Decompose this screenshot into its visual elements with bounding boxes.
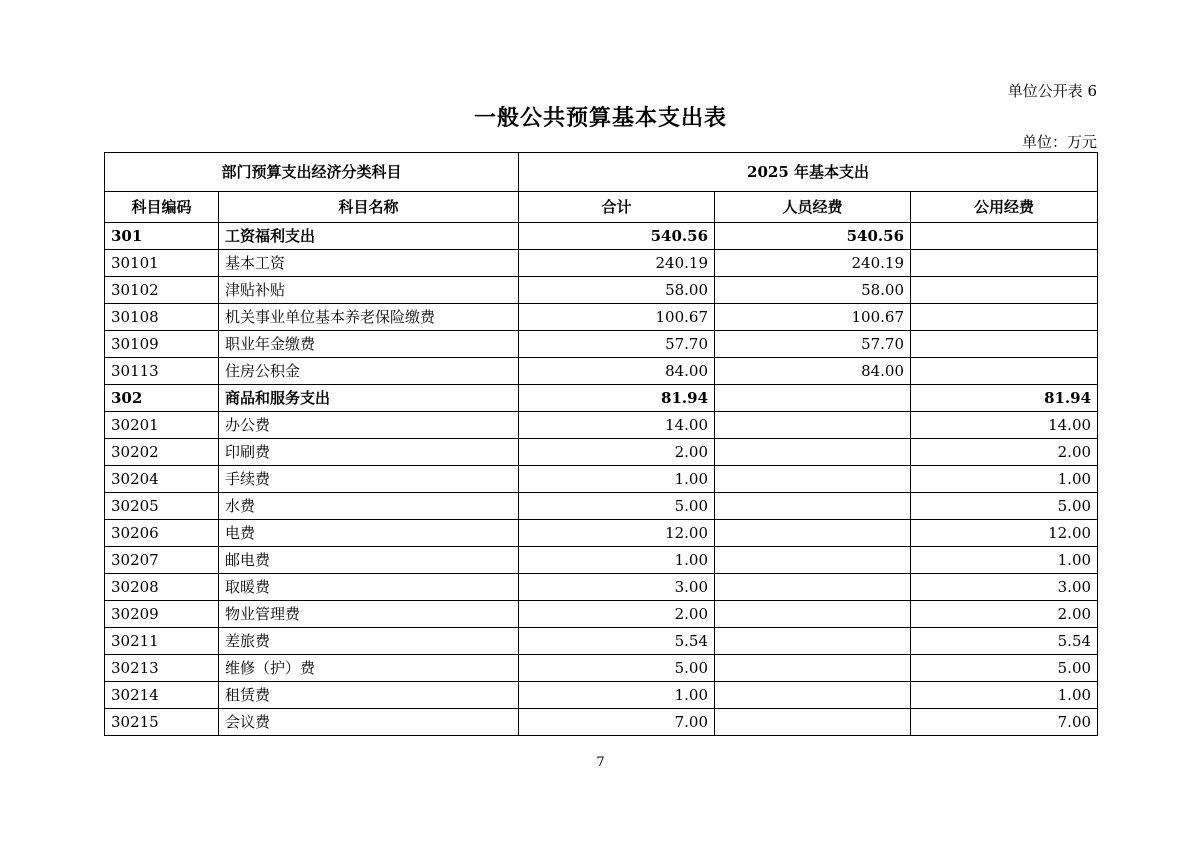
cell-code: 30204 [105,466,219,493]
cell-code: 30211 [105,628,219,655]
cell-name: 租赁费 [219,682,519,709]
cell-name: 差旅费 [219,628,519,655]
header-total: 合计 [519,192,715,223]
cell-name: 物业管理费 [219,601,519,628]
cell-personnel [715,412,911,439]
table-row [105,682,1098,709]
cell-personnel [715,547,911,574]
table-row [105,709,1098,736]
cell-public: 5.54 [911,628,1098,655]
cell-name: 津贴补贴 [219,277,519,304]
cell-code: 30109 [105,331,219,358]
table-label: 单位公开表 6 [1007,82,1097,100]
cell-public: 1.00 [911,466,1098,493]
cell-public: 14.00 [911,412,1098,439]
cell-name: 印刷费 [219,439,519,466]
table-row [105,223,1098,250]
page-number: 7 [596,755,605,770]
table-row [105,277,1098,304]
table-row [105,547,1098,574]
cell-name: 会议费 [219,709,519,736]
cell-name: 水费 [219,493,519,520]
cell-code: 30102 [105,277,219,304]
cell-name: 住房公积金 [219,358,519,385]
cell-public [911,223,1098,250]
table-row [105,358,1098,385]
cell-total: 14.00 [519,412,715,439]
cell-code: 30207 [105,547,219,574]
table-row [105,385,1098,412]
cell-name: 取暖费 [219,574,519,601]
cell-code: 30206 [105,520,219,547]
header-code: 科目编码 [105,192,219,223]
table-row [105,628,1098,655]
header-name: 科目名称 [219,192,519,223]
cell-code: 30214 [105,682,219,709]
cell-name: 手续费 [219,466,519,493]
cell-public: 3.00 [911,574,1098,601]
cell-total: 240.19 [519,250,715,277]
cell-total: 5.00 [519,493,715,520]
cell-public: 2.00 [911,439,1098,466]
cell-code: 30113 [105,358,219,385]
cell-code: 30201 [105,412,219,439]
cell-public: 81.94 [911,385,1098,412]
table-row [105,331,1098,358]
cell-personnel [715,655,911,682]
cell-code: 30208 [105,574,219,601]
cell-total: 3.00 [519,574,715,601]
header-personnel: 人员经费 [715,192,911,223]
cell-name: 电费 [219,520,519,547]
cell-total: 5.54 [519,628,715,655]
unit-label: 单位：万元 [1021,133,1097,151]
cell-name: 机关事业单位基本养老保险缴费 [219,304,519,331]
cell-public [911,250,1098,277]
cell-personnel: 100.67 [715,304,911,331]
cell-total: 57.70 [519,331,715,358]
cell-public: 12.00 [911,520,1098,547]
cell-public: 1.00 [911,547,1098,574]
cell-total: 100.67 [519,304,715,331]
cell-code: 30209 [105,601,219,628]
header-group-basic-expenditure: 2025 年基本支出 [519,153,1098,192]
table-row [105,412,1098,439]
cell-personnel [715,385,911,412]
cell-personnel: 540.56 [715,223,911,250]
cell-name: 基本工资 [219,250,519,277]
cell-code: 30101 [105,250,219,277]
cell-code: 30215 [105,709,219,736]
table-body [105,223,1098,736]
cell-public [911,331,1098,358]
table-row [105,439,1098,466]
cell-personnel: 57.70 [715,331,911,358]
cell-personnel: 240.19 [715,250,911,277]
cell-total: 12.00 [519,520,715,547]
cell-personnel: 84.00 [715,358,911,385]
cell-public: 5.00 [911,493,1098,520]
cell-code: 302 [105,385,219,412]
cell-public: 7.00 [911,709,1098,736]
cell-personnel [715,466,911,493]
cell-public: 2.00 [911,601,1098,628]
cell-total: 81.94 [519,385,715,412]
cell-code: 30213 [105,655,219,682]
cell-name: 商品和服务支出 [219,385,519,412]
cell-total: 1.00 [519,547,715,574]
cell-personnel [715,709,911,736]
cell-total: 58.00 [519,277,715,304]
cell-personnel [715,574,911,601]
cell-public: 5.00 [911,655,1098,682]
cell-personnel [715,682,911,709]
cell-total: 2.00 [519,601,715,628]
cell-personnel [715,493,911,520]
table-row [105,466,1098,493]
cell-name: 维修（护）费 [219,655,519,682]
cell-code: 30108 [105,304,219,331]
table-row [105,655,1098,682]
cell-public [911,277,1098,304]
cell-total: 1.00 [519,682,715,709]
cell-public [911,304,1098,331]
header-public: 公用经费 [911,192,1098,223]
cell-personnel [715,601,911,628]
cell-name: 工资福利支出 [219,223,519,250]
table-row [105,250,1098,277]
cell-personnel [715,628,911,655]
cell-name: 职业年金缴费 [219,331,519,358]
cell-total: 5.00 [519,655,715,682]
cell-name: 邮电费 [219,547,519,574]
cell-total: 1.00 [519,466,715,493]
table-row [105,493,1098,520]
cell-personnel [715,439,911,466]
budget-table [104,152,1098,736]
cell-code: 301 [105,223,219,250]
cell-name: 办公费 [219,412,519,439]
cell-public: 1.00 [911,682,1098,709]
cell-code: 30205 [105,493,219,520]
cell-total: 540.56 [519,223,715,250]
cell-total: 2.00 [519,439,715,466]
cell-total: 7.00 [519,709,715,736]
cell-total: 84.00 [519,358,715,385]
page-title: 一般公共预算基本支出表 [473,105,727,131]
cell-personnel [715,520,911,547]
table-row [105,601,1098,628]
header-row-group [105,153,1098,192]
header-group-classification: 部门预算支出经济分类科目 [105,153,519,192]
header-row-columns [105,192,1098,223]
table-row [105,304,1098,331]
table-row [105,520,1098,547]
cell-code: 30202 [105,439,219,466]
cell-public [911,358,1098,385]
cell-personnel: 58.00 [715,277,911,304]
table-row [105,574,1098,601]
